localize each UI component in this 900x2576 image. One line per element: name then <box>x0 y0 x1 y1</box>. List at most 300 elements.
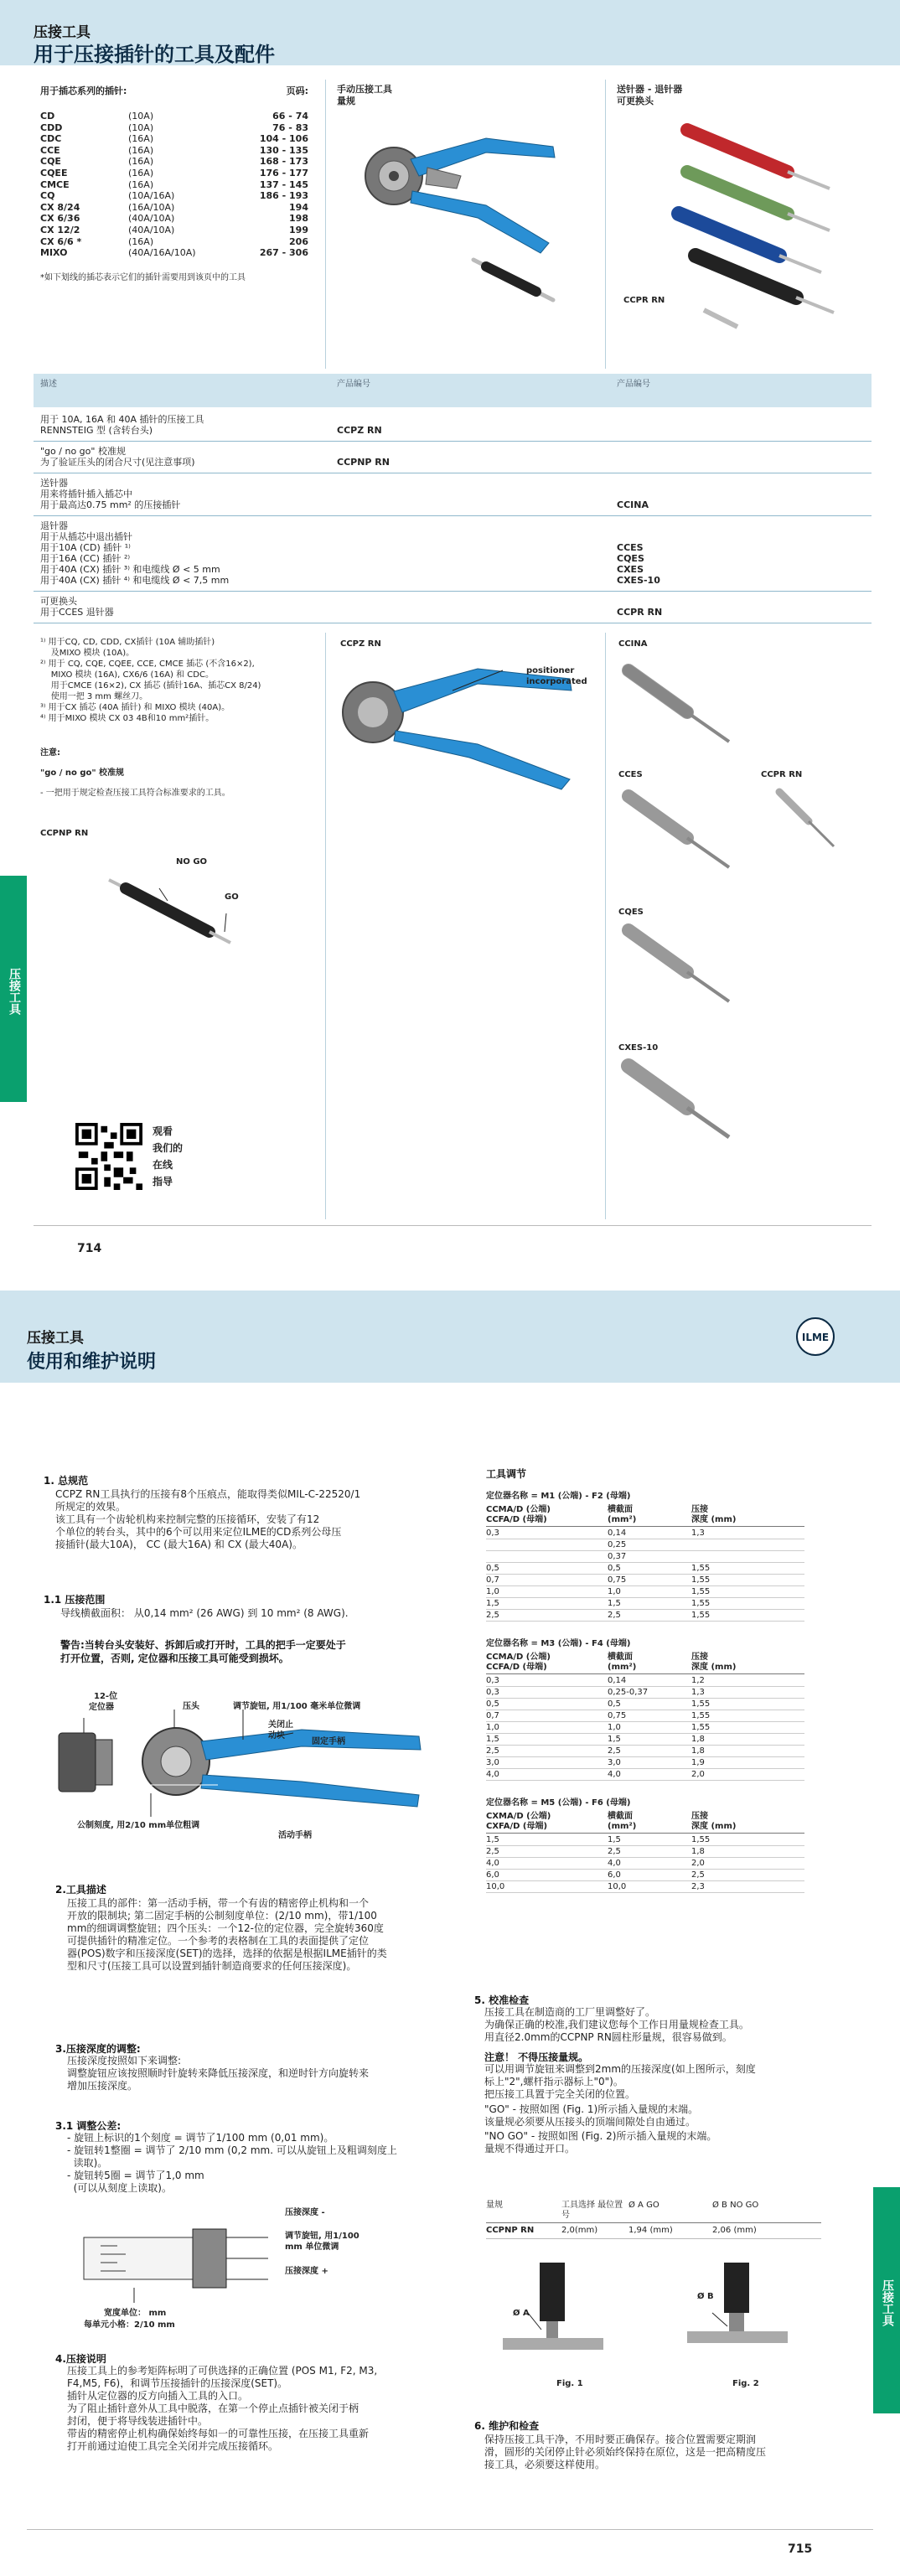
text-line: F4,M5, F6)，和调节压接插针的压接深度(SET)。 <box>67 2377 288 2389</box>
cal-h-line: CCMA/D (公端) <box>486 1505 551 1514</box>
cal-cell: 10,0 <box>486 1882 505 1891</box>
cces-label: CCES <box>618 770 643 779</box>
page-714 <box>0 0 900 1274</box>
cal-cell: 2,0 <box>691 1859 705 1868</box>
series-row <box>40 122 308 134</box>
qr-text-line: 指导 <box>153 1176 173 1187</box>
divider <box>325 633 326 1219</box>
cal-h-line: CCFA/D (母端) <box>486 1515 547 1524</box>
series-pages: 176 - 177 <box>259 167 308 178</box>
svg-text:ILME: ILME <box>801 1332 830 1343</box>
footnotes <box>40 637 317 724</box>
series-row <box>40 236 308 248</box>
cal-cell: 1,55 <box>691 1587 711 1596</box>
cal-cell: 1,55 <box>691 1699 711 1709</box>
text-line: mm的细调调整旋钮；四个压头：一个12-位的定位器，完全旋转360度 <box>67 1922 384 1934</box>
series-name: CQ <box>40 190 55 202</box>
footnote-line: ⁴⁾ 用于MIXO 模块 CX 03 4B和10 mm²插针。 <box>40 714 215 723</box>
moving-label: 活动手柄 <box>278 1831 312 1840</box>
head-label: 压头 <box>183 1702 199 1711</box>
footnote-line: MIXO 模块 (16A), CX6/6 (16A) 和 CDC。 <box>40 670 214 680</box>
series-pages: 137 - 145 <box>259 178 308 190</box>
series-row <box>40 202 308 214</box>
cal-cell: 1,55 <box>691 1599 711 1608</box>
cal-row <box>486 1676 804 1687</box>
row-rule <box>34 441 872 442</box>
cal-cell: 1,8 <box>691 1735 705 1744</box>
cqes-image <box>620 922 746 1014</box>
cal-h1 <box>486 1812 551 1832</box>
series-amp: (40A/10A) <box>128 213 175 225</box>
series-name: CDD <box>40 122 63 133</box>
cal-h-line: 横截面 <box>608 1653 633 1662</box>
series-amp: (16A) <box>128 156 154 168</box>
ccina-label: CCINA <box>618 639 648 649</box>
cal-table-title: 定位器名称 = M5 (公端) - F6 (母端) <box>486 1798 631 1808</box>
text-line: 所规定的效果。 <box>55 1501 127 1513</box>
section-title: 压接工具 <box>34 24 91 41</box>
col-code-header: 产品编号 <box>337 380 370 389</box>
gauge-h: Ø A GO <box>628 2201 659 2210</box>
qr-text-line: 我们的 <box>153 1142 184 1154</box>
footnote-line: ¹⁾ 用于CQ, CD, CDD, CX插针 (10A 辅助插针) <box>40 638 215 647</box>
cal-cell: 1,5 <box>486 1599 499 1608</box>
cal-row <box>486 1711 804 1722</box>
fig1-label: Fig. 1 <box>556 2379 583 2388</box>
text-line: 为了阻止插针意外从工具中脱落，在第一个停止点插针被关闭于柄 <box>67 2403 359 2414</box>
series-pages: 130 - 135 <box>259 144 308 156</box>
cces-image <box>620 788 746 880</box>
series-name: CQE <box>40 156 61 168</box>
cal-h2 <box>608 1505 636 1525</box>
series-row <box>40 145 308 157</box>
insertion-tools-image <box>654 113 855 339</box>
series-row <box>40 179 308 191</box>
cal-h-line: CCMA/D (公端) <box>486 1653 551 1662</box>
series-amp: (40A/16A/10A) <box>128 247 196 259</box>
series-row <box>40 190 308 202</box>
row-rule <box>34 591 872 592</box>
cal-cell: 0,5 <box>608 1564 621 1573</box>
row-desc-line: 用于最高达0.75 mm² 的压接插针 <box>40 499 181 510</box>
text-line: - 旋钮转5圈 = 调节了1,0 mm <box>67 2170 204 2181</box>
fig2-image <box>687 2263 788 2372</box>
cal-row <box>486 1688 804 1699</box>
series-amp: (16A) <box>128 144 154 156</box>
page-number: 715 <box>788 2542 813 2556</box>
text-line: 型和尺寸(压接工具可以设置到插针制造商要求的任何压接深度)。 <box>67 1960 357 1972</box>
series-name: CDC <box>40 133 62 145</box>
cal-h1 <box>486 1505 551 1525</box>
cal-cell: 1,2 <box>691 1676 705 1685</box>
gauge-cell: CCPNP RN <box>486 2226 535 2235</box>
cal-cell: 2,5 <box>486 1847 499 1856</box>
cal-row <box>486 1835 804 1846</box>
cxes-image <box>620 1058 746 1150</box>
screw-label: 调节旋钮, 用1/100 毫米单位微调 <box>233 1702 361 1711</box>
text-line: "NO GO" - 按照如图 (Fig. 2)所示插入量规的末端。 <box>484 2130 717 2142</box>
cal-cell: 0,3 <box>486 1676 499 1685</box>
fig1-oa: Ø A <box>513 2309 530 2318</box>
text-line: 增加压接深度。 <box>67 2080 138 2092</box>
row-desc-line: 为了验证压头的闭合尺寸(见注意事项) <box>40 457 195 468</box>
series-amp: (10A) <box>128 111 154 122</box>
cal-cell: 1,5 <box>608 1599 621 1608</box>
cal-h2 <box>608 1653 636 1673</box>
s5-text <box>484 2006 853 2044</box>
cal-cell: 0,14 <box>608 1529 627 1538</box>
cal-cell: 1,0 <box>486 1723 499 1732</box>
cal-h-line: 压接 <box>691 1653 708 1662</box>
gauge-diagram <box>101 863 243 955</box>
page-header: 页码: <box>286 85 308 96</box>
text-line: 接工具，必须要这样使用。 <box>484 2459 606 2470</box>
divider <box>605 633 606 1219</box>
series-row <box>40 133 308 145</box>
row-desc <box>40 478 334 510</box>
row-desc-line: 用于40A (CX) 插针 ³⁾ 和电缆线 Ø < 5 mm <box>40 564 220 575</box>
cal-cell: 4,0 <box>608 1859 621 1868</box>
cal-row <box>486 1735 804 1746</box>
series-name: MIXO <box>40 247 68 259</box>
cal-cell: 0,5 <box>486 1564 499 1573</box>
cal-cell: 2,5 <box>486 1746 499 1756</box>
close-label-2: 动块 <box>268 1731 285 1741</box>
s6-title: 6. 维护和检查 <box>474 2420 540 2432</box>
note-gauge: "go / no go" 校准规 <box>40 768 125 778</box>
row-desc-line: 可更换头 <box>40 596 77 607</box>
cal-cell: 1,5 <box>608 1835 621 1844</box>
page-715 <box>0 1291 900 2576</box>
text-line: 压接工具上的参考矩阵标明了可供选择的正确位置 (POS M1, F2, M3, <box>67 2365 378 2377</box>
nogo-label: NO GO <box>176 857 208 866</box>
cal-row <box>486 1770 804 1781</box>
cal-cell: 2,5 <box>608 1746 621 1756</box>
cal-cell: 1,3 <box>691 1688 705 1697</box>
col2-title: 手动压接工具 <box>337 84 392 95</box>
cal-cell: 0,3 <box>486 1529 499 1538</box>
cal-cell: 2,5 <box>608 1611 621 1620</box>
text-line: 带齿的精密停止机构确保始终每如一的可靠性压接，在压接工具重新 <box>67 2428 370 2439</box>
row-desc-line: 退针器 <box>40 520 68 531</box>
fig2-label: Fig. 2 <box>732 2379 759 2388</box>
text-line: 开放的限制块; 第二固定手柄的公制刻度单位：(2/10 mm)，带1/100 <box>67 1910 377 1922</box>
gauge-h: 工具选择 最位置号 <box>561 2201 623 2220</box>
series-pages: 198 <box>289 213 308 225</box>
qr-text <box>153 1123 183 1190</box>
cal-cell: 1,55 <box>691 1835 711 1844</box>
cal-row <box>486 1564 804 1575</box>
cal-h-line: 压接 <box>691 1812 708 1821</box>
text-line: 该工具有一个齿轮机构来控制完整的压接循环，安装了有12 <box>55 1513 320 1525</box>
footer-rule <box>34 1225 872 1226</box>
section-title: 压接工具 <box>27 1330 84 1347</box>
text-line: 接插针(最大10A)， CC (最大16A) 和 CX (最大40A)。 <box>55 1539 303 1550</box>
ccpr-label: CCPR RN <box>623 296 665 305</box>
cal-cell: 2,3 <box>691 1882 705 1891</box>
row-desc <box>40 414 334 436</box>
cal-cell: 0,75 <box>608 1575 627 1585</box>
cal-row <box>486 1552 804 1563</box>
cal-cell: 6,0 <box>608 1870 621 1880</box>
adjust-diagram <box>67 2204 285 2313</box>
cal-cell: 0,5 <box>608 1699 621 1709</box>
row-desc <box>40 596 334 618</box>
text-line: 压接工具的部件：第一活动手柄，带一个有齿的精密停止机构和一个 <box>67 1897 370 1909</box>
text-line: 压接深度按照如下来调整: <box>67 2055 182 2066</box>
cal-row <box>486 1723 804 1734</box>
scale-label: 公制刻度, 用2/10 mm单位粗调 <box>77 1821 200 1830</box>
cal-cell: 2,0 <box>691 1770 705 1779</box>
s5-go <box>484 2103 853 2129</box>
cal-cell: 2,5 <box>486 1611 499 1620</box>
row-desc <box>40 520 334 586</box>
cal-row <box>486 1529 804 1539</box>
cal-h-line: (mm²) <box>608 1515 637 1524</box>
text-line: 个单位的转台头，其中的6个可以用来定位ILME的CD系列公母压 <box>55 1526 342 1538</box>
text-line: 可以用调节旋钮来调整到2mm的压接深度(如上图所示，刻度 <box>484 2063 756 2075</box>
cal-cell: 10,0 <box>608 1882 627 1891</box>
cal-cell: 0,75 <box>608 1711 627 1720</box>
text-line: 保持压接工具干净，不用时要正确保存。接合位置需要定期润 <box>484 2434 757 2445</box>
text-line: "GO" - 按照如图 (Fig. 1)所示插入量规的末端。 <box>484 2103 699 2115</box>
side-tab-label: 压接工具 <box>881 2279 894 2326</box>
cal-cell: 0,7 <box>486 1711 499 1720</box>
series-row <box>40 168 308 179</box>
series-amp: (16A) <box>128 167 154 178</box>
cal-cell: 1,0 <box>486 1587 499 1596</box>
cal-row <box>486 1599 804 1610</box>
s4-title: 4.压接说明 <box>55 2353 106 2365</box>
qr-text-line: 观看 <box>153 1125 173 1137</box>
side-tab-label: 压接工具 <box>8 968 21 1015</box>
row-desc <box>40 446 334 468</box>
series-amp: (10A/16A) <box>128 190 175 202</box>
text-line: 可提供插针的精准定位。一个参考的表格制在工具的表面提供了定位 <box>67 1935 370 1947</box>
series-amp: (16A) <box>128 235 154 247</box>
unit-label-1: 宽度单位： mm <box>104 2309 167 2318</box>
turret-label-1: 12-位 <box>94 1692 118 1701</box>
series-row <box>40 247 308 259</box>
cal-cell: 2,5 <box>608 1847 621 1856</box>
text-line: (可以从刻度上读取)。 <box>67 2182 172 2194</box>
row-code: CCINA <box>617 499 649 510</box>
s1-title: 1. 总规范 <box>44 1475 89 1487</box>
text-line: 封闭，便于将导线装进插针中。 <box>67 2415 209 2427</box>
series-header: 用于插芯系列的插针: <box>40 85 127 96</box>
cal-cell: 0,14 <box>608 1676 627 1685</box>
s31-text <box>67 2132 453 2195</box>
footnote-line: ³⁾ 用于CX 插芯 (40A 插针) 和 MIXO 模块 (40A)。 <box>40 703 230 712</box>
warning-2: 打开位置，否则, 定位器和压接工具可能受到损坏。 <box>60 1653 289 1664</box>
row-desc-line: 用于 10A, 16A 和 40A 插针的压接工具 <box>40 414 204 425</box>
page-number: 714 <box>77 1242 102 1255</box>
cal-row <box>486 1699 804 1710</box>
series-name: CMCE <box>40 178 70 190</box>
text-line: 为确保正确的校准,我们建议您每个工作日用量规检查工具。 <box>484 2019 749 2030</box>
fig2-ob: Ø B <box>697 2292 714 2301</box>
cal-cell: 6,0 <box>486 1870 499 1880</box>
gauge-label: CCPNP RN <box>40 829 89 838</box>
series-row <box>40 225 308 236</box>
text-line: 把压接工具置于完全关闭的位置。 <box>484 2088 636 2100</box>
depth-plus-label: 压接深度 + <box>285 2267 328 2276</box>
series-name: CX 8/24 <box>40 201 80 213</box>
series-pages: 194 <box>289 201 308 213</box>
footnote-line: 及MIXO 模块 (10A)。 <box>40 649 135 658</box>
cxes-label: CXES-10 <box>618 1043 659 1053</box>
cqes-label: CQES <box>618 908 644 917</box>
row-desc-line: 用于10A (CD) 插针 ¹⁾ <box>40 542 131 553</box>
s5-title: 5. 校准检查 <box>474 1994 530 2006</box>
turret-label-2: 定位器 <box>89 1703 114 1712</box>
s2-title: 2.工具描述 <box>55 1884 106 1896</box>
cal-row <box>486 1870 804 1881</box>
cal-cell: 1,5 <box>486 1735 499 1744</box>
s3-title: 3.压接深度的调整: <box>55 2043 141 2055</box>
cal-row <box>486 1540 804 1551</box>
cal-cell: 4,0 <box>608 1770 621 1779</box>
cal-cell: 4,0 <box>486 1770 499 1779</box>
s5-text2 <box>484 2063 853 2101</box>
side-tab <box>873 2187 900 2413</box>
cal-h-line: (mm²) <box>608 1822 637 1831</box>
cal-h-line: CCFA/D (母端) <box>486 1663 547 1672</box>
cal-cell: 3,0 <box>608 1758 621 1767</box>
text-line: 打开前通过迫使工具完全关闭并完成压接循环。 <box>67 2440 279 2452</box>
positioner-label-1: positioner <box>526 666 575 675</box>
table-header <box>34 374 872 407</box>
series-name: CX 6/6 * <box>40 235 82 247</box>
row-code: CCES <box>617 542 644 553</box>
cal-cell: 1,9 <box>691 1758 705 1767</box>
cal-cell: 3,0 <box>486 1758 499 1767</box>
cal-table-header <box>486 1810 804 1834</box>
cal-cell: 1,8 <box>691 1746 705 1756</box>
ccpr-image <box>771 788 846 855</box>
series-row <box>40 111 308 122</box>
series-row <box>40 156 308 168</box>
col2-sub: 量规 <box>337 96 355 106</box>
text-line: CCPZ RN工具执行的压接有8个压痕点，能取得类似MIL-C-22520/1 <box>55 1488 361 1500</box>
cal-row <box>486 1847 804 1858</box>
s6-text <box>484 2434 870 2471</box>
cal-row <box>486 1746 804 1757</box>
row-code: CQES <box>617 553 644 564</box>
knob-label-1: 调节旋钮, 用1/100 <box>285 2232 359 2241</box>
fixed-label: 固定手柄 <box>312 1737 345 1746</box>
cal-h-line: (mm²) <box>608 1663 637 1672</box>
cal-cell: 1,55 <box>691 1723 711 1732</box>
gauge-h: 量规 <box>486 2201 503 2210</box>
cal-cell: 4,0 <box>486 1859 499 1868</box>
s5-nogo <box>484 2130 853 2155</box>
series-name: CCE <box>40 144 60 156</box>
series-amp: (16A/10A) <box>128 201 175 213</box>
cal-table-header <box>486 1503 804 1527</box>
series-pages: 168 - 173 <box>259 156 308 168</box>
cal-table-title: 定位器名称 = M1 (公端) - F2 (母端) <box>486 1492 631 1501</box>
text-line: 调整旋钮应该按照顺时针旋转来降低压接深度，和逆时针方向旋转来 <box>67 2067 370 2079</box>
gauge-h: Ø B NO GO <box>712 2201 759 2210</box>
cal-h-line: 横截面 <box>608 1505 633 1514</box>
gauge-cell: 2,0(mm) <box>561 2226 598 2235</box>
cal-cell: 1,55 <box>691 1711 711 1720</box>
s11-title: 1.1 压接范围 <box>44 1594 106 1606</box>
row-desc-line: 送针器 <box>40 478 68 489</box>
row-rule <box>34 515 872 516</box>
qr-code[interactable] <box>75 1123 142 1190</box>
cal-cell: 1,5 <box>608 1735 621 1744</box>
row-code: CCPNP RN <box>337 457 390 468</box>
cal-h2 <box>608 1812 636 1832</box>
crimp-tool-image <box>360 126 578 268</box>
series-list <box>40 84 308 283</box>
divider <box>325 80 326 369</box>
row-code: CXES-10 <box>617 575 660 586</box>
cal-cell: 0,7 <box>486 1575 499 1585</box>
series-pages: 206 <box>289 235 308 247</box>
cal-cell: 1,0 <box>608 1723 621 1732</box>
page-title: 用于压接插针的工具及配件 <box>34 43 275 66</box>
series-amp: (40A/10A) <box>128 224 175 235</box>
row-desc-line: 用于CCES 退针器 <box>40 607 114 618</box>
cal-h1 <box>486 1653 551 1673</box>
series-name: CX 12/2 <box>40 224 80 235</box>
divider <box>605 80 606 369</box>
text-line: 压接工具在制造商的工厂里调整好了。 <box>484 2006 656 2018</box>
row-desc-line: 用于40A (CX) 插针 ⁴⁾ 和电缆线 Ø < 7,5 mm <box>40 575 230 586</box>
series-amp: (10A) <box>128 122 154 133</box>
s5-note: 注意！ 不得压接量规。 <box>484 2051 589 2063</box>
note-text: - 一把用于规定检查压接工具符合标准要求的工具。 <box>40 789 230 798</box>
cal-cell: 0,37 <box>608 1552 627 1561</box>
cal-row <box>486 1587 804 1598</box>
cal-cell: 0,5 <box>486 1699 499 1709</box>
cal-cell: 1,0 <box>608 1587 621 1596</box>
cal-cell: 2,5 <box>691 1870 705 1880</box>
cal-h-line: CXFA/D (母端) <box>486 1822 548 1831</box>
s11-text: 导线横截面积： 从0,14 mm² (26 AWG) 到 10 mm² (8 AWG). <box>60 1607 349 1619</box>
cal-cell: 0,25 <box>608 1540 627 1549</box>
series-pages: 199 <box>289 224 308 235</box>
cal-cell: 1,8 <box>691 1847 705 1856</box>
s1-text <box>55 1488 441 1551</box>
cal-cell: 0,3 <box>486 1688 499 1697</box>
knob-label-2: mm 单位微调 <box>285 2242 339 2252</box>
cal-row <box>486 1859 804 1870</box>
text-line: 该量规必须要从压接头的顶端间隙处自由通过。 <box>484 2116 696 2128</box>
cal-cell: 1,5 <box>486 1835 499 1844</box>
s3-text <box>67 2055 453 2092</box>
series-note: *如下划线的插芯表示它们的插针需要用到该页中的工具 <box>40 272 246 282</box>
depth-minus-label: 压接深度 - <box>285 2208 325 2217</box>
row-desc-line: 用于从插芯中退出插针 <box>40 531 132 542</box>
series-pages: 267 - 306 <box>259 247 308 259</box>
ilme-logo <box>794 1316 836 1358</box>
gauge-image <box>469 251 570 310</box>
text-line: 插针从定位器的反方向插入工具的入口。 <box>67 2390 249 2402</box>
col3-title: 送针器 - 退针器 <box>617 84 683 95</box>
cal-row <box>486 1882 804 1893</box>
s4-text <box>67 2365 461 2453</box>
series-amp: (16A) <box>128 133 154 145</box>
cal-h-line: 压接 <box>691 1505 708 1514</box>
side-tab <box>0 876 27 1102</box>
series-pages: 66 - 74 <box>272 111 308 122</box>
cal-cell: 0,25-0,37 <box>608 1688 649 1697</box>
col-code2-header: 产品编号 <box>617 380 650 389</box>
